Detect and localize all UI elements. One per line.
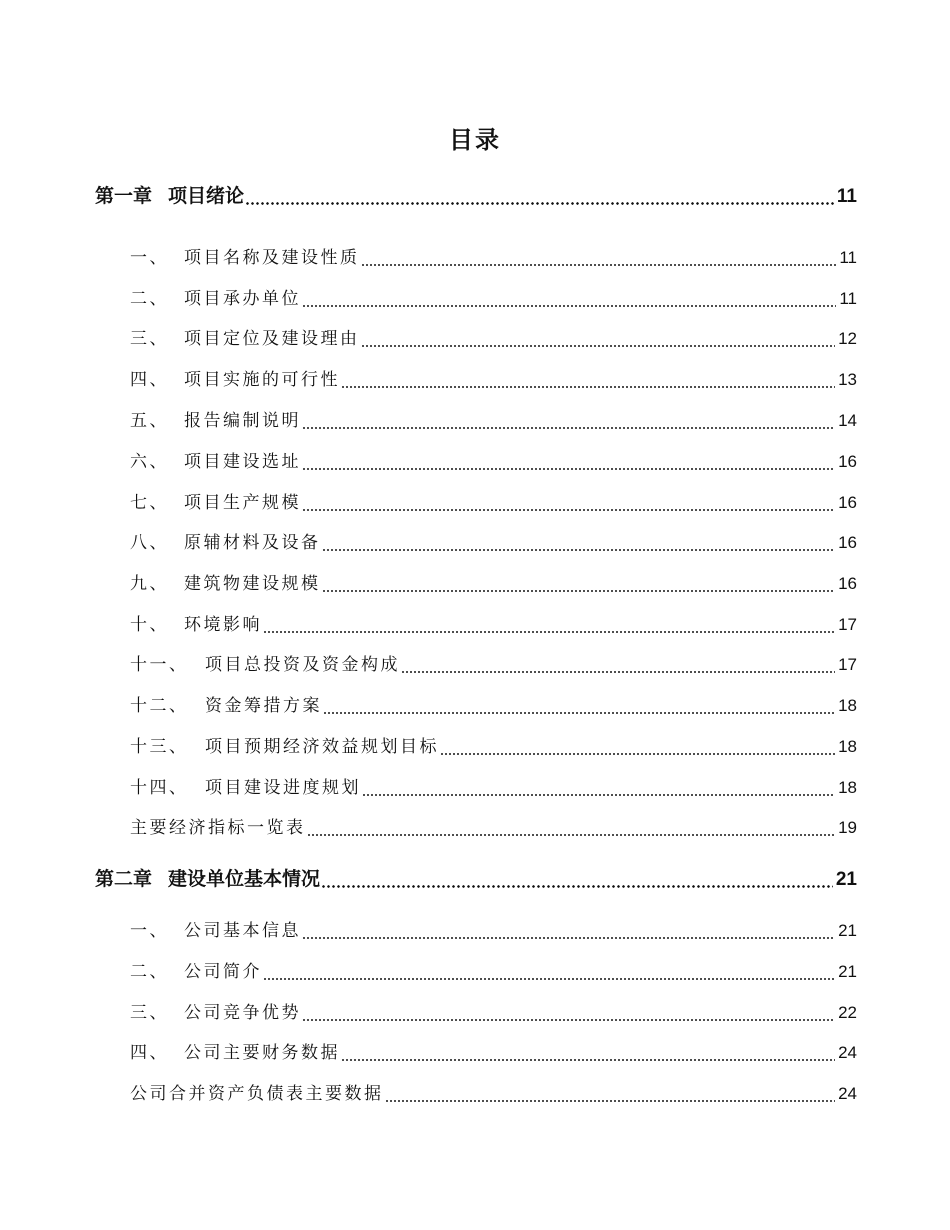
dot-leader bbox=[361, 345, 836, 347]
page-number: 17 bbox=[838, 615, 857, 634]
section-number: 四、 bbox=[130, 370, 169, 390]
section-title: 建筑物建设规模 bbox=[184, 574, 321, 594]
page-number: 16 bbox=[838, 452, 857, 471]
dot-leader bbox=[302, 1019, 835, 1021]
toc-entry-section[interactable] bbox=[0, 776, 950, 800]
toc-entry-label bbox=[95, 183, 244, 209]
page-number: 21 bbox=[838, 962, 857, 981]
dot-leader bbox=[362, 794, 835, 796]
page-number: 21 bbox=[838, 921, 857, 940]
page-number: 18 bbox=[838, 778, 857, 797]
toc-entry-section[interactable] bbox=[0, 572, 950, 596]
section-number: 五、 bbox=[130, 411, 169, 431]
toc-entry-section[interactable] bbox=[0, 960, 950, 984]
toc-entry-section[interactable] bbox=[0, 1082, 950, 1106]
toc-entry-label bbox=[130, 368, 340, 392]
dot-leader bbox=[302, 468, 835, 470]
toc-entry-label bbox=[130, 1082, 384, 1106]
toc-entry-section[interactable] bbox=[0, 368, 950, 392]
section-number: 七、 bbox=[130, 493, 169, 513]
dot-leader bbox=[245, 202, 834, 205]
section-title: 项目定位及建设理由 bbox=[184, 329, 360, 349]
section-number: 四、 bbox=[130, 1043, 169, 1063]
dot-leader bbox=[341, 386, 835, 388]
dot-leader bbox=[321, 885, 833, 888]
page-number: 17 bbox=[838, 655, 857, 674]
toc-entry-section[interactable] bbox=[0, 735, 950, 759]
dot-leader bbox=[323, 712, 835, 714]
page-number: 21 bbox=[835, 869, 857, 890]
page-number: 13 bbox=[838, 370, 857, 389]
toc-entry-label bbox=[130, 816, 306, 840]
toc-entry-section[interactable] bbox=[0, 327, 950, 351]
chapter-number: 第一章 bbox=[95, 185, 153, 207]
toc-entry-section[interactable] bbox=[0, 1001, 950, 1025]
section-title: 项目名称及建设性质 bbox=[184, 248, 360, 268]
section-number: 十三、 bbox=[130, 737, 189, 757]
toc-entry-label bbox=[130, 409, 301, 433]
dot-leader bbox=[440, 753, 835, 755]
toc-entry-label bbox=[130, 735, 439, 759]
dot-leader bbox=[302, 305, 836, 307]
toc-entry-chapter[interactable] bbox=[0, 866, 950, 893]
chapter-title: 项目绪论 bbox=[168, 185, 245, 207]
section-number: 六、 bbox=[130, 452, 169, 472]
toc-entry-label bbox=[130, 287, 301, 311]
toc-entry-label bbox=[95, 866, 320, 892]
toc-entry-section[interactable] bbox=[0, 613, 950, 637]
toc-entry-label bbox=[130, 919, 301, 943]
section-number: 一、 bbox=[130, 248, 169, 268]
section-title: 项目承办单位 bbox=[184, 289, 301, 309]
section-title: 主要经济指标一览表 bbox=[130, 818, 306, 838]
page-number: 16 bbox=[838, 533, 857, 552]
page-number: 11 bbox=[836, 186, 857, 207]
page-number: 24 bbox=[838, 1043, 857, 1062]
page-number: 16 bbox=[838, 493, 857, 512]
toc-entry-section[interactable] bbox=[0, 450, 950, 474]
section-number: 二、 bbox=[130, 289, 169, 309]
toc-entry-section[interactable] bbox=[0, 919, 950, 943]
toc-entry-label bbox=[130, 694, 322, 718]
toc-entry-label bbox=[130, 491, 301, 515]
toc-entry-section[interactable] bbox=[0, 653, 950, 677]
dot-leader bbox=[322, 590, 836, 592]
section-title: 项目建设选址 bbox=[184, 452, 301, 472]
toc-entry-section[interactable] bbox=[0, 694, 950, 718]
page-number: 24 bbox=[838, 1084, 857, 1103]
section-title: 公司主要财务数据 bbox=[184, 1043, 340, 1063]
toc-entry-chapter[interactable] bbox=[0, 183, 950, 210]
toc-entry-label bbox=[130, 531, 321, 555]
toc-entry-label bbox=[130, 450, 301, 474]
section-title: 原辅材料及设备 bbox=[184, 533, 321, 553]
dot-leader bbox=[361, 264, 837, 266]
section-number: 十一、 bbox=[130, 655, 189, 675]
section-title: 项目总投资及资金构成 bbox=[205, 655, 400, 675]
page-number: 12 bbox=[838, 329, 857, 348]
page-number: 18 bbox=[838, 737, 857, 756]
page-number: 19 bbox=[838, 818, 857, 837]
section-title: 项目建设进度规划 bbox=[205, 778, 361, 798]
dot-leader bbox=[302, 509, 835, 511]
section-title: 项目生产规模 bbox=[184, 493, 301, 513]
section-title: 资金筹措方案 bbox=[205, 696, 322, 716]
page-number: 11 bbox=[839, 289, 857, 308]
section-title: 项目预期经济效益规划目标 bbox=[205, 737, 439, 757]
page-number: 14 bbox=[838, 411, 857, 430]
section-title: 公司竞争优势 bbox=[184, 1003, 301, 1023]
dot-leader bbox=[263, 978, 835, 980]
toc-entry-label bbox=[130, 572, 321, 596]
section-title: 公司合并资产负债表主要数据 bbox=[130, 1084, 384, 1104]
section-number: 三、 bbox=[130, 329, 169, 349]
chapter-title: 建设单位基本情况 bbox=[168, 868, 321, 890]
dot-leader bbox=[302, 937, 835, 939]
toc-entry-label bbox=[130, 960, 262, 984]
dot-leader bbox=[307, 834, 836, 836]
toc-entry-section[interactable] bbox=[0, 491, 950, 515]
toc-title: 目录 bbox=[449, 126, 501, 154]
toc-entry-section[interactable] bbox=[0, 287, 950, 311]
section-number: 十四、 bbox=[130, 778, 189, 798]
section-number: 十、 bbox=[130, 615, 169, 635]
dot-leader bbox=[401, 671, 835, 673]
toc-entry-label bbox=[130, 1041, 340, 1065]
toc-entry-section[interactable] bbox=[0, 246, 950, 270]
section-number: 十二、 bbox=[130, 696, 189, 716]
toc-entry-section[interactable] bbox=[0, 531, 950, 555]
dot-leader bbox=[341, 1059, 835, 1061]
section-number: 一、 bbox=[130, 921, 169, 941]
page-number: 16 bbox=[838, 574, 857, 593]
toc-entry-section[interactable] bbox=[0, 816, 950, 840]
section-number: 八、 bbox=[130, 533, 169, 553]
chapter-number: 第二章 bbox=[95, 868, 153, 890]
section-title: 环境影响 bbox=[184, 615, 262, 635]
page-number: 11 bbox=[839, 248, 857, 267]
section-number: 三、 bbox=[130, 1003, 169, 1023]
toc-entry-label bbox=[130, 1001, 301, 1025]
toc-entry-label bbox=[130, 613, 262, 637]
toc-entry-label bbox=[130, 327, 360, 351]
dot-leader bbox=[322, 549, 836, 551]
page-number: 18 bbox=[838, 696, 857, 715]
section-title: 公司简介 bbox=[184, 962, 262, 982]
section-number: 二、 bbox=[130, 962, 169, 982]
page-number: 22 bbox=[838, 1003, 857, 1022]
toc-entry-label bbox=[130, 653, 400, 677]
toc-entry-section[interactable] bbox=[0, 1041, 950, 1065]
section-title: 报告编制说明 bbox=[184, 411, 301, 431]
dot-leader bbox=[263, 631, 835, 633]
section-title: 项目实施的可行性 bbox=[184, 370, 340, 390]
toc-entry-section[interactable] bbox=[0, 409, 950, 433]
dot-leader bbox=[302, 427, 835, 429]
dot-leader bbox=[385, 1100, 836, 1102]
section-number: 九、 bbox=[130, 574, 169, 594]
toc-entry-label bbox=[130, 776, 361, 800]
section-title: 公司基本信息 bbox=[184, 921, 301, 941]
toc-entry-label bbox=[130, 246, 360, 270]
